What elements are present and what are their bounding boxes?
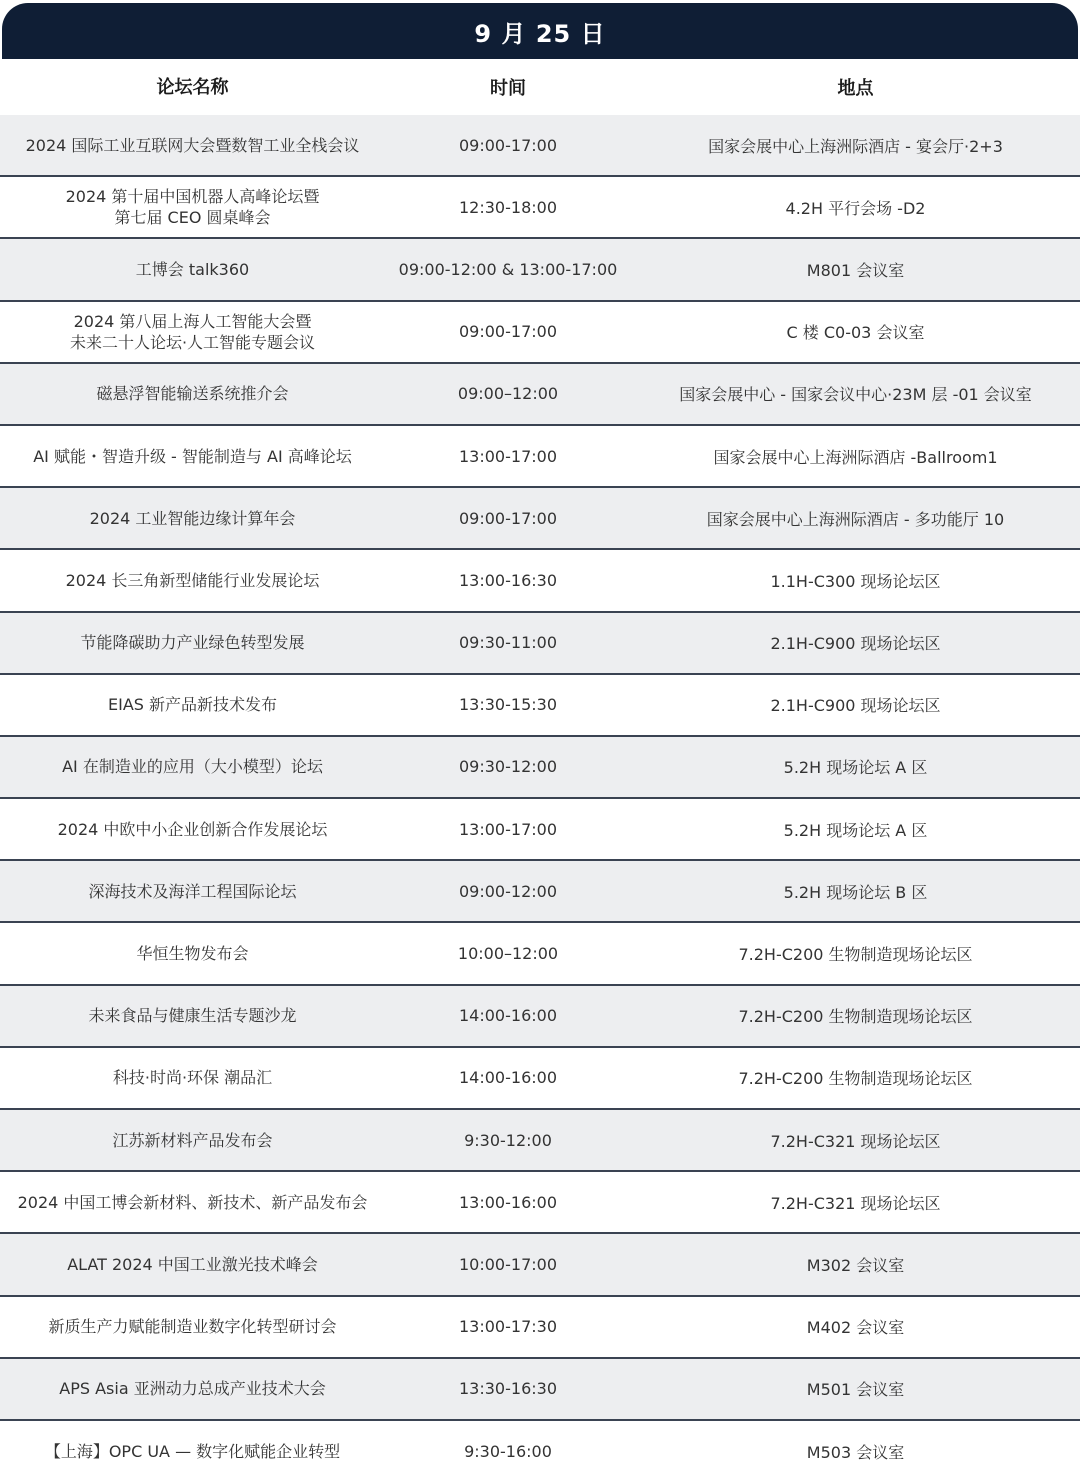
table-row <box>0 861 1080 923</box>
time-cell: 09:00–12:00 <box>457 384 559 404</box>
time-cell: 09:00-12:00 <box>459 881 557 901</box>
location-cell: M302 会议室 <box>806 1255 905 1275</box>
table-row <box>0 799 1080 861</box>
time-cell: 13:00-17:00 <box>459 819 557 839</box>
table-header <box>0 59 1080 115</box>
forum-name-cell: 2024 第十届中国机器人高峰论坛暨 第七届 CEO 圆桌峰会 <box>65 187 320 228</box>
location-cell: M501 会议室 <box>806 1380 905 1400</box>
time-cell: 13:00-16:30 <box>459 570 557 590</box>
time-cell: 12:30-18:00 <box>459 197 557 217</box>
table-row <box>0 1110 1080 1172</box>
location-cell: 4.2H 平行会场 -D2 <box>785 198 926 218</box>
time-cell: 13:00-17:00 <box>459 446 557 466</box>
time-cell: 9:30-12:00 <box>464 1130 552 1150</box>
time-cell: 10:00–12:00 <box>457 944 559 964</box>
location-cell: 5.2H 现场论坛 A 区 <box>783 758 928 778</box>
location-cell: 5.2H 现场论坛 B 区 <box>783 882 928 902</box>
location-cell: 7.2H-C321 现场论坛区 <box>770 1131 941 1151</box>
location-cell: 国家会展中心上海洲际酒店 -Ballroom1 <box>713 447 998 467</box>
forum-name-cell: 2024 中欧中小企业创新合作发展论坛 <box>57 819 328 839</box>
header-forum-name: 论坛名称 <box>156 76 229 98</box>
forum-name-cell: 【上海】OPC UA — 数字化赋能企业转型 <box>44 1441 341 1461</box>
forum-name-cell: APS Asia 亚洲动力总成产业技术大会 <box>59 1379 326 1399</box>
time-cell: 13:30-16:30 <box>459 1379 557 1399</box>
time-cell: 09:00-17:00 <box>459 508 557 528</box>
time-cell: 10:00-17:00 <box>459 1254 557 1274</box>
table-row <box>0 1172 1080 1234</box>
table-row <box>0 1048 1080 1110</box>
location-cell: 7.2H-C321 现场论坛区 <box>770 1193 941 1213</box>
table-row <box>0 1359 1080 1421</box>
forum-name-cell: 2024 中国工博会新材料、新技术、新产品发布会 <box>17 1192 368 1212</box>
forum-name-cell: 2024 长三角新型储能行业发展论坛 <box>65 570 320 590</box>
table-row <box>0 1234 1080 1296</box>
time-cell: 13:30-15:30 <box>459 695 557 715</box>
forum-name-cell: EIAS 新产品新技术发布 <box>107 695 278 715</box>
table-row <box>0 550 1080 612</box>
header-location: 地点 <box>837 78 874 99</box>
schedule-table-body <box>0 115 1080 1462</box>
forum-name-cell: AI 赋能・智造升级 - 智能制造与 AI 高峰论坛 <box>33 446 352 466</box>
date-banner: 9 月 25 日 <box>2 3 1078 59</box>
table-row <box>0 923 1080 985</box>
time-cell: 09:00-17:00 <box>459 135 557 155</box>
time-cell: 13:00-16:00 <box>459 1192 557 1212</box>
header-time: 时间 <box>490 78 526 99</box>
location-cell: 国家会展中心上海洲际酒店 - 宴会厅·2+3 <box>708 136 1003 156</box>
table-row <box>0 302 1080 364</box>
location-cell: 国家会展中心上海洲际酒店 - 多功能厅 10 <box>706 509 1005 529</box>
time-cell: 9:30-16:00 <box>464 1441 552 1461</box>
table-row <box>0 488 1080 550</box>
time-cell: 09:00-12:00 & 13:00-17:00 <box>398 259 618 279</box>
table-row <box>0 675 1080 737</box>
table-row <box>0 737 1080 799</box>
location-cell: 7.2H-C200 生物制造现场论坛区 <box>738 1007 973 1027</box>
time-cell: 09:00-17:00 <box>459 322 557 342</box>
forum-name-cell: 2024 国际工业互联网大会暨数智工业全栈会议 <box>25 135 360 155</box>
forum-name-cell: 深海技术及海洋工程国际论坛 <box>88 881 297 901</box>
forum-name-cell: 2024 第八届上海人工智能大会暨 未来二十人论坛·人工智能专题会议 <box>69 311 316 352</box>
forum-name-cell: 新质生产力赋能制造业数字化转型研讨会 <box>48 1317 337 1337</box>
table-row <box>0 364 1080 426</box>
location-cell: 2.1H-C900 现场论坛区 <box>770 634 941 654</box>
table-row <box>0 1421 1080 1462</box>
forum-name-cell: ALAT 2024 中国工业激光技术峰会 <box>67 1254 318 1274</box>
table-row <box>0 613 1080 675</box>
location-cell: M503 会议室 <box>806 1442 905 1462</box>
forum-name-cell: 江苏新材料产品发布会 <box>112 1130 273 1150</box>
table-row <box>0 1297 1080 1359</box>
location-cell: 5.2H 现场论坛 A 区 <box>783 820 928 840</box>
table-row <box>0 426 1080 488</box>
forum-name-cell: 华恒生物发布会 <box>136 944 249 964</box>
forum-name-cell: AI 在制造业的应用（大小模型）论坛 <box>62 757 323 777</box>
time-cell: 14:00-16:00 <box>459 1068 557 1088</box>
location-cell: 1.1H-C300 现场论坛区 <box>770 571 941 591</box>
forum-name-cell: 未来食品与健康生活专题沙龙 <box>88 1006 297 1026</box>
forum-name-cell: 科技·时尚·环保 潮品汇 <box>112 1068 273 1088</box>
location-cell: 2.1H-C900 现场论坛区 <box>770 696 941 716</box>
table-row <box>0 239 1080 301</box>
location-cell: 国家会展中心 - 国家会议中心·23M 层 -01 会议室 <box>679 385 1032 405</box>
time-cell: 13:00-17:30 <box>459 1317 557 1337</box>
location-cell: M402 会议室 <box>806 1318 905 1338</box>
location-cell: C 楼 C0-03 会议室 <box>786 323 925 343</box>
location-cell: M801 会议室 <box>806 260 905 280</box>
location-cell: 7.2H-C200 生物制造现场论坛区 <box>738 945 973 965</box>
time-cell: 14:00-16:00 <box>459 1006 557 1026</box>
table-row <box>0 115 1080 177</box>
forum-name-cell: 2024 工业智能边缘计算年会 <box>89 508 296 528</box>
forum-name-cell: 工博会 talk360 <box>135 259 250 279</box>
time-cell: 09:30-11:00 <box>459 633 557 653</box>
forum-name-cell: 节能降碳助力产业绿色转型发展 <box>80 633 305 653</box>
time-cell: 09:30-12:00 <box>459 757 557 777</box>
forum-name-cell: 磁悬浮智能输送系统推介会 <box>96 384 289 404</box>
table-row <box>0 177 1080 239</box>
table-row <box>0 986 1080 1048</box>
location-cell: 7.2H-C200 生物制造现场论坛区 <box>738 1069 973 1089</box>
